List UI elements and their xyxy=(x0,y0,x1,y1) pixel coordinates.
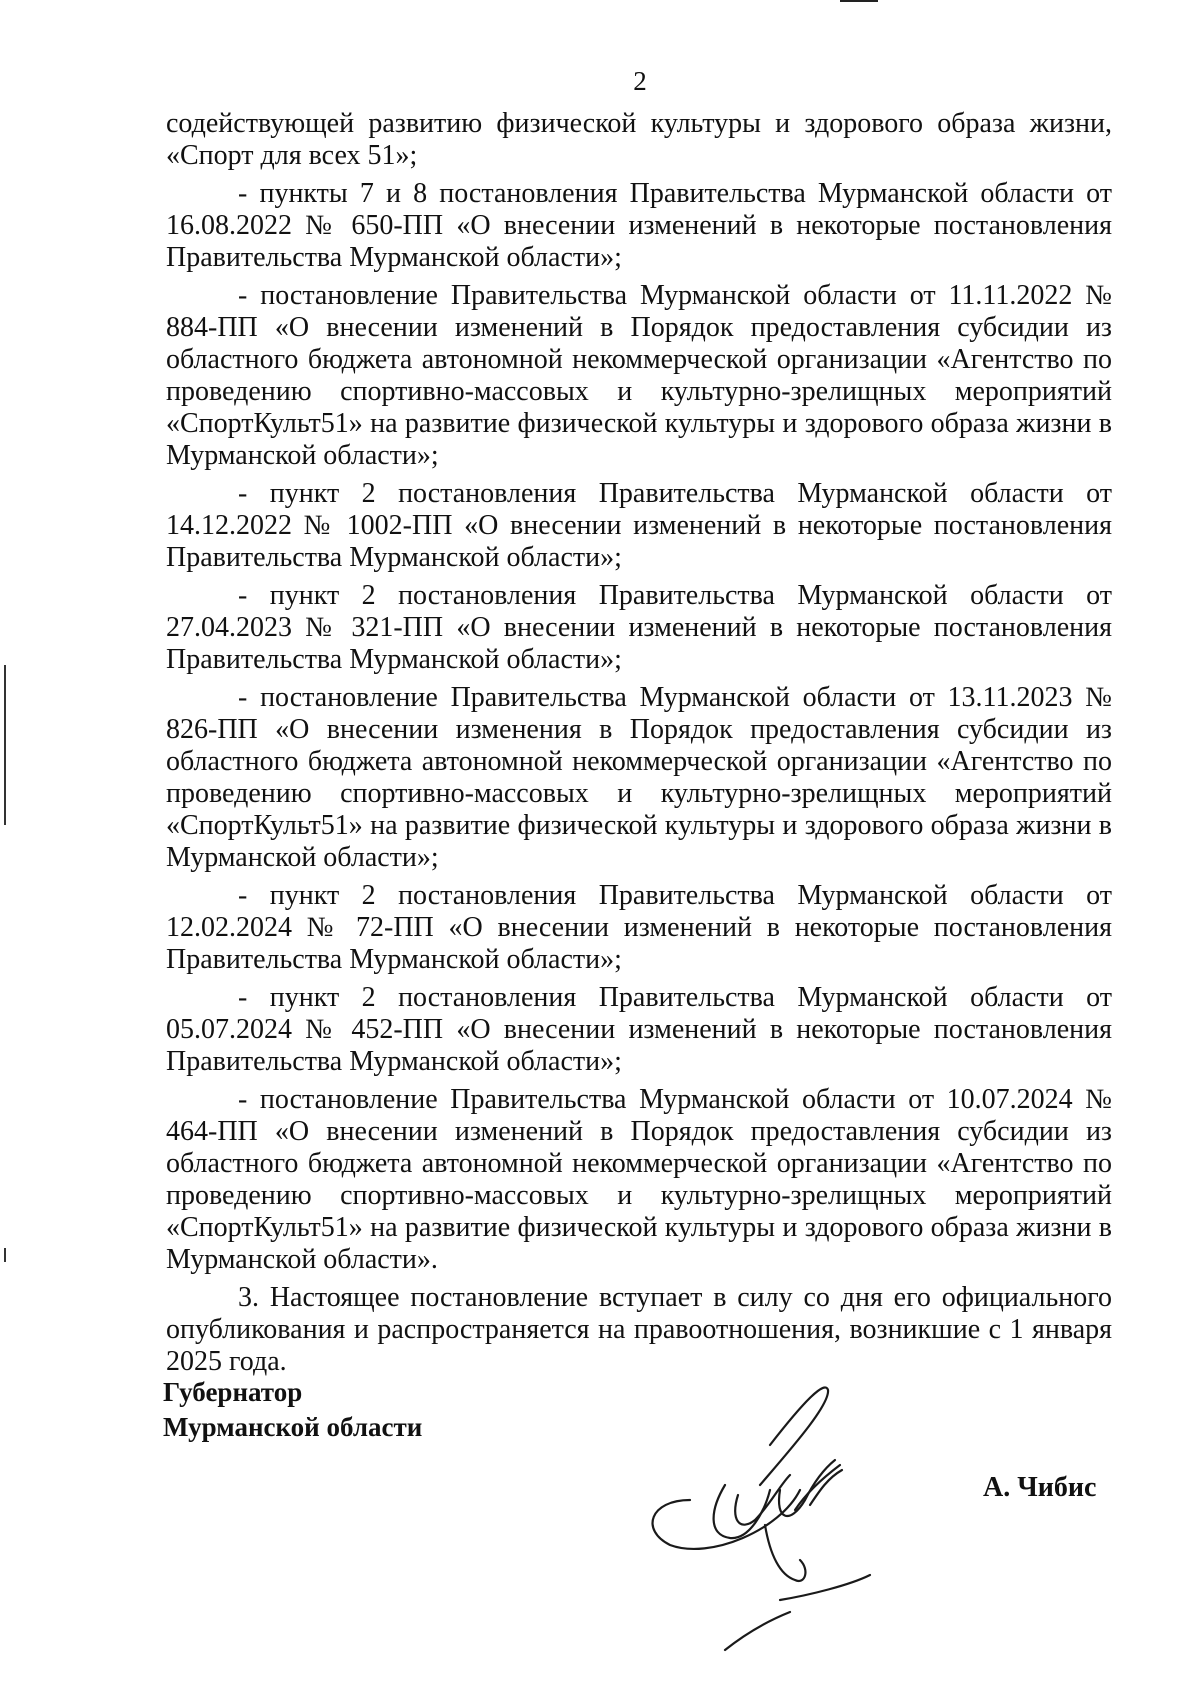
signer-position-line1: Губернатор xyxy=(163,1377,303,1407)
paragraph: - постановление Правительства Мурманской области от 13.11.2023 № 826-ПП «О внесении изменения в Порядок предоставления субсидии из областного бюджета автономной некоммерческой организации «Агентство по проведению спортивно-массовых и культурно-зрелищных мероприятий «СпортКульт51» на развитие физической культуры и здорового образа жизни в Мурманской области»; xyxy=(166,682,1112,873)
document-body xyxy=(166,108,1112,1384)
paragraph: 3. Настоящее постановление вступает в силу со дня его официального опубликования и распространяется на правоотношения, возникшие с 1 января 2025 года. xyxy=(166,1282,1112,1377)
paragraph: - постановление Правительства Мурманской области от 10.07.2024 № 464-ПП «О внесении изменений в Порядок предоставления субсидии из областного бюджета автономной некоммерческой организации «Агентство по проведению спортивно-массовых и культурно-зрелищных мероприятий «СпортКульт51» на развитие физической культуры и здорового образа жизни в Мурманской области». xyxy=(166,1084,1112,1275)
paragraph: - пункт 2 постановления Правительства Мурманской области от 14.12.2022 № 1002-ПП «О внесении изменений в некоторые постановления Правительства Мурманской области»; xyxy=(166,478,1112,573)
paragraph: - пункты 7 и 8 постановления Правительства Мурманской области от 16.08.2022 № 650-ПП «О внесении изменений в некоторые постановления Правительства Мурманской области»; xyxy=(166,178,1112,273)
handwritten-signature xyxy=(630,1360,930,1660)
signature-title xyxy=(163,1375,422,1445)
page-number: 2 xyxy=(633,66,647,96)
paragraph: содействующей развитию физической культуры и здорового образа жизни, «Спорт для всех 51»; xyxy=(166,108,1112,171)
paragraph: - пункт 2 постановления Правительства Мурманской области от 05.07.2024 № 452-ПП «О внесении изменений в некоторые постановления Правительства Мурманской области»; xyxy=(166,982,1112,1077)
margin-scan-mark xyxy=(4,665,6,825)
signer-position-line2: Мурманской области xyxy=(163,1412,423,1442)
signer-name: А. Чибис xyxy=(983,1472,1097,1503)
top-edge-mark xyxy=(840,0,878,2)
margin-scan-mark xyxy=(4,1248,6,1262)
paragraph: - постановление Правительства Мурманской области от 11.11.2022 № 884-ПП «О внесении изменений в Порядок предоставления субсидии из областного бюджета автономной некоммерческой организации «Агентство по проведению спортивно-массовых и культурно-зрелищных мероприятий «СпортКульт51» на развитие физической культуры и здорового образа жизни в Мурманской области»; xyxy=(166,280,1112,471)
paragraph: - пункт 2 постановления Правительства Мурманской области от 27.04.2023 № 321-ПП «О внесении изменений в некоторые постановления Правительства Мурманской области»; xyxy=(166,580,1112,675)
paragraph: - пункт 2 постановления Правительства Мурманской области от 12.02.2024 № 72-ПП «О внесении изменений в некоторые постановления Правительства Мурманской области»; xyxy=(166,880,1112,975)
